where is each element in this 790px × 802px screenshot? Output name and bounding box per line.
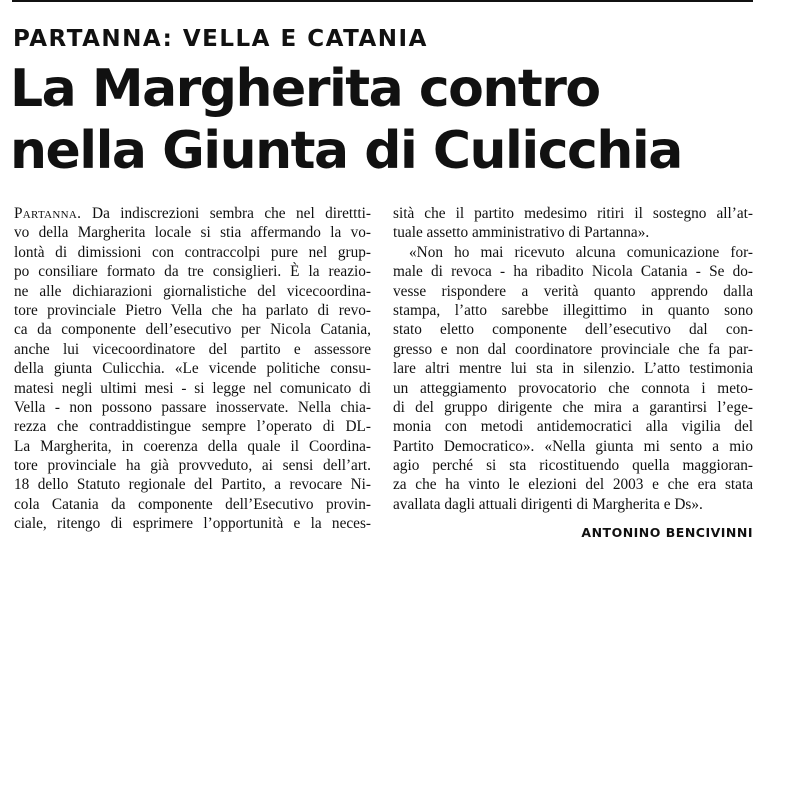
text-line: agio perché si sta ricostituendo quella maggioran- [393, 457, 753, 475]
article-column-right [393, 204, 753, 514]
text-line: tore provinciale Pietro Vella che ha parlato di revo- [14, 301, 371, 319]
dateline: Partanna. [14, 205, 93, 222]
text-line: sità che il partito medesimo ritiri il sostegno all’at- [393, 205, 753, 222]
article-column-left [14, 204, 371, 534]
text-fragment: Da indiscrezioni sembra che nel direttti- [92, 205, 371, 222]
top-rule [12, 0, 753, 2]
text-line: tuale assetto amministrativo di Partanna». [393, 224, 650, 242]
text-line: matesi negli ultimi mesi - si legge nel comunicato di [14, 379, 371, 397]
text-line: ne alle dichiarazioni giornalistiche del vicecoordina- [14, 282, 371, 300]
text-line [14, 204, 371, 223]
text-line: male di revoca - ha ribadito Nicola Catania - Se do- [393, 263, 753, 281]
text-line: cola Catania da componente dell’Esecutivo provin- [14, 495, 371, 513]
text-line: anche lui vicecoordinatore del partito e assessore [14, 340, 371, 358]
text-line: lare altri mentre lui sta in silenzio. L’atto testimonia [393, 360, 753, 378]
text-line: lontà di dimissioni con contraccolpi pure nel grup- [14, 243, 371, 261]
text-line: di del gruppo dirigente che mira a garantirsi l’ege- [393, 398, 753, 416]
text-line: tore provinciale ha già provveduto, ai sensi dell’art. [14, 457, 371, 475]
text-line: po consiliare formato da tre consiglieri. È la reazio- [14, 263, 371, 281]
text-line: avallata dagli attuali dirigenti di Margherita e Ds». [393, 495, 703, 513]
headline [10, 58, 770, 182]
author-byline: ANTONINO BENCIVINNI [581, 525, 753, 540]
text-line: rezza che contraddistingue sempre l’operato di DL- [14, 418, 371, 436]
text-line: gresso e non dal coordinatore provinciale che fa par- [393, 340, 753, 358]
text-line: za che ha vinto le elezioni del 2003 e che era stata [393, 476, 753, 494]
text-line: 18 dello Statuto regionale del Partito, a revocare Ni- [14, 476, 371, 494]
headline-line: La Margherita contro [10, 59, 600, 119]
text-line: Partito Democratico». «Nella giunta mi sento a mio [393, 437, 753, 455]
text-line: ciale, ritengo di esprimere l’opportunità e la neces- [14, 515, 371, 533]
text-line: «Non ho mai ricevuto alcuna comunicazione for- [409, 243, 753, 261]
text-line: della giunta Culicchia. «Le vicende politiche consu- [14, 360, 371, 378]
text-line: vo della Margherita locale si stia affermando la vo- [14, 224, 371, 242]
text-line: un atteggiamento provocatorio che connota i meto- [393, 379, 753, 397]
headline-line: nella Giunta di Culicchia [10, 121, 682, 181]
text-line: stato eletto componente dell’esecutivo dal con- [393, 321, 753, 339]
kicker: PARTANNA: VELLA E CATANIA [13, 26, 428, 52]
text-line: monia con metodi antidemocratici alla vigilia del [393, 418, 753, 436]
text-line: La Margherita, in coerenza della quale il Coordina- [14, 437, 371, 455]
text-line: vesse rispondere a verità quanto apprendo dalla [393, 282, 753, 300]
text-line: Vella - non possono passare inosservate. Nella chia- [14, 398, 371, 416]
text-line: ca da componente dell’esecutivo per Nicola Catania, [14, 321, 371, 339]
text-line: stampa, l’atto sarebbe illegittimo in quanto sono [393, 301, 753, 319]
